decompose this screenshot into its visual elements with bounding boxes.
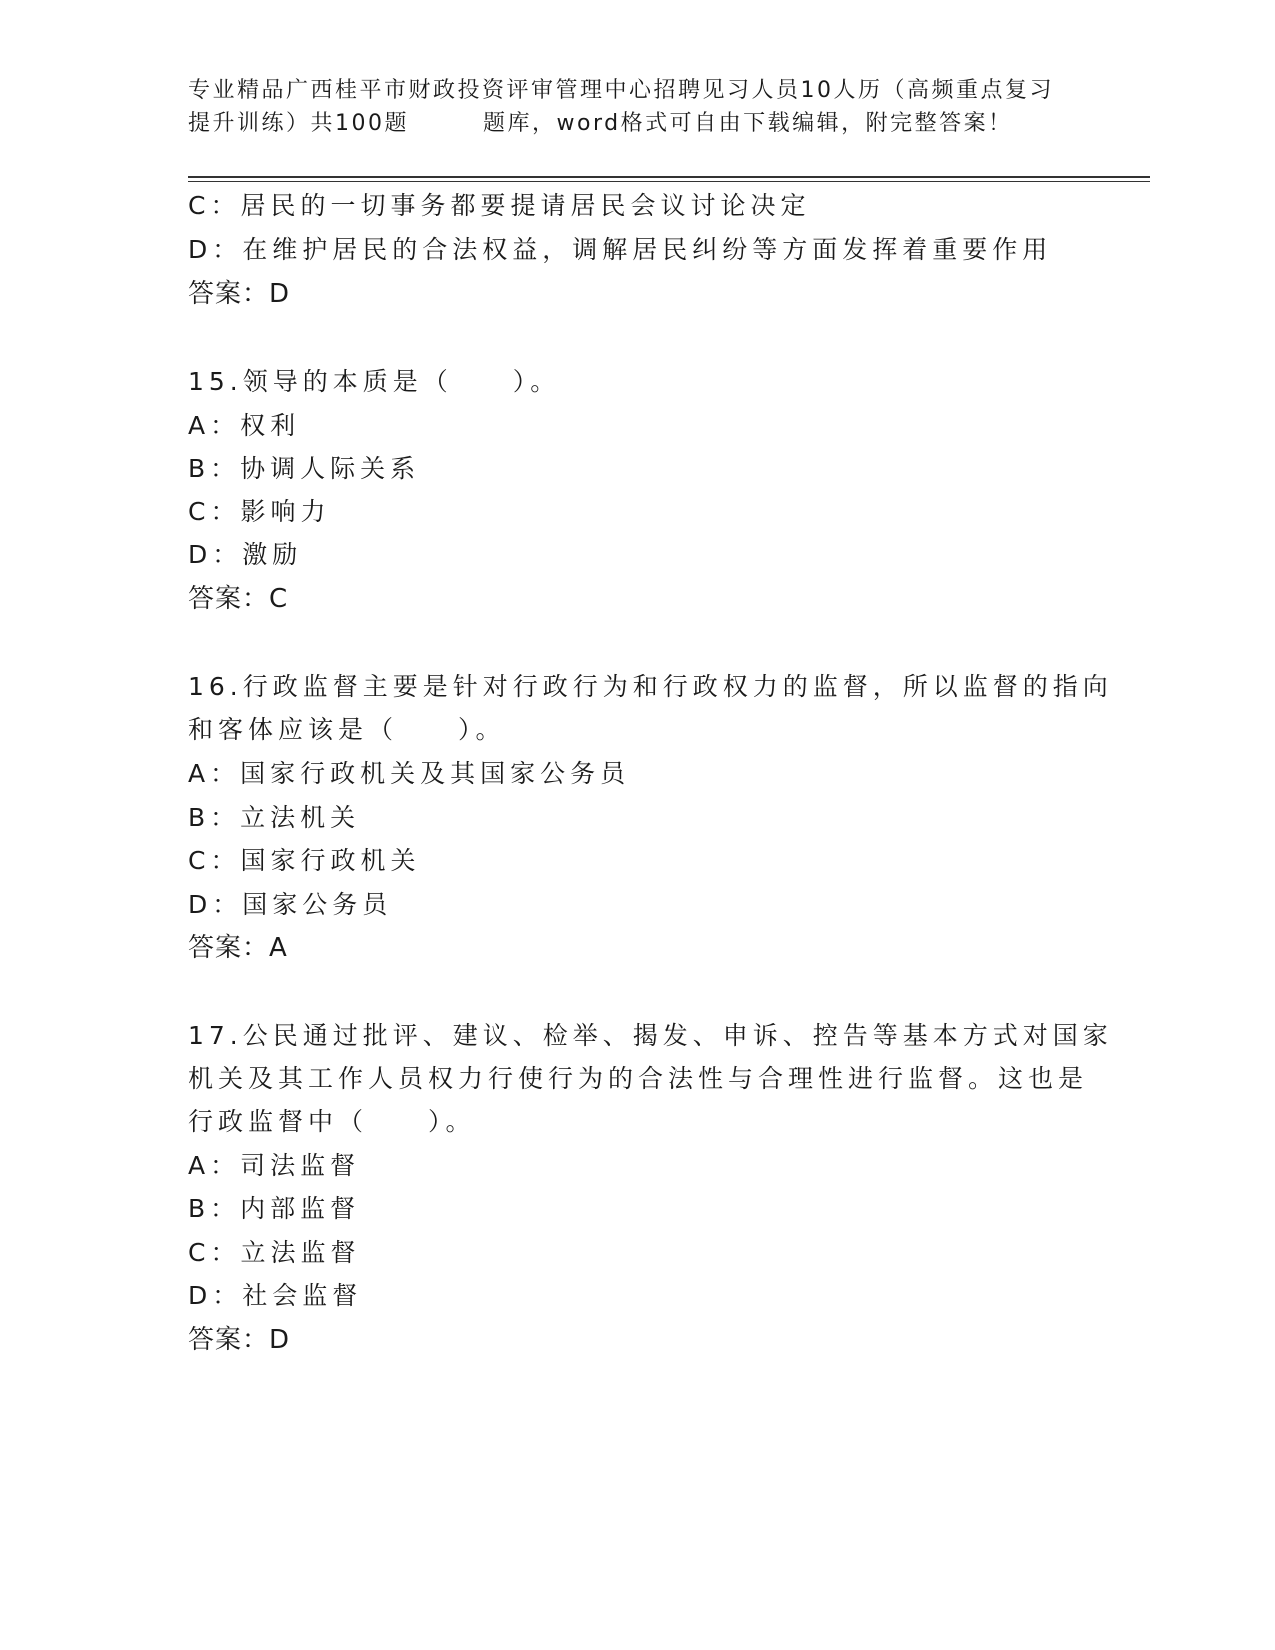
header-title-line-2: [188, 107, 1088, 140]
q14-option-c: C：居民的一切事务都要提请居民会议讨论决定: [188, 191, 811, 220]
header-title-line-1: 专业精品广西桂平市财政投资评审管理中心招聘见习人员10人历（高频重点复习: [188, 78, 1054, 103]
q16-answer: 答案：A: [188, 933, 288, 963]
q16-option-a: A：国家行政机关及其国家公务员: [188, 759, 631, 788]
q16-option-d: D：国家公务员: [188, 890, 393, 919]
q17-stem-line-1: 17.公民通过批评、建议、检举、揭发、申诉、控告等基本方式对国家: [188, 1021, 1113, 1050]
q17-stem-line-3: 行政监督中（ ）。: [188, 1107, 476, 1136]
q14-option-d: D：在维护居民的合法权益，调解居民纠纷等方面发挥着重要作用: [188, 235, 1053, 264]
q14-answer: 答案：D: [188, 279, 291, 309]
q15-option-a: A：权利: [188, 411, 301, 440]
q16-option-c: C：国家行政机关: [188, 846, 421, 875]
q15-option-b: B：协调人际关系: [188, 454, 421, 483]
q15-option-c: C：影响力: [188, 497, 331, 526]
q17-option-b: B：内部监督: [188, 1194, 361, 1223]
q15-stem: 15.领导的本质是（ ）。: [188, 367, 561, 396]
header-title-part-1: 提升训练）共100题: [188, 111, 409, 136]
q17-stem-line-2: 机关及其工作人员权力行使行为的合法性与合理性进行监督。这也是: [188, 1064, 1089, 1093]
q16-option-b: B：立法机关: [188, 803, 361, 832]
header-divider-thick: [188, 176, 1150, 178]
header-title-part-2: 题库，word格式可自由下载编辑，附完整答案！: [483, 111, 1013, 136]
q16-stem-line-1: 16.行政监督主要是针对行政行为和行政权力的监督，所以监督的指向: [188, 672, 1113, 701]
q17-option-d: D：社会监督: [188, 1281, 363, 1310]
q16-stem-line-2: 和客体应该是（ ）。: [188, 715, 506, 744]
q17-option-c: C：立法监督: [188, 1238, 361, 1267]
document-header: [188, 74, 1088, 140]
q15-option-d: D：激励: [188, 540, 303, 569]
q17-option-a: A：司法监督: [188, 1151, 361, 1180]
header-divider-thin: [188, 181, 1150, 182]
q17-answer: 答案：D: [188, 1325, 291, 1355]
q15-answer: 答案：C: [188, 584, 289, 614]
